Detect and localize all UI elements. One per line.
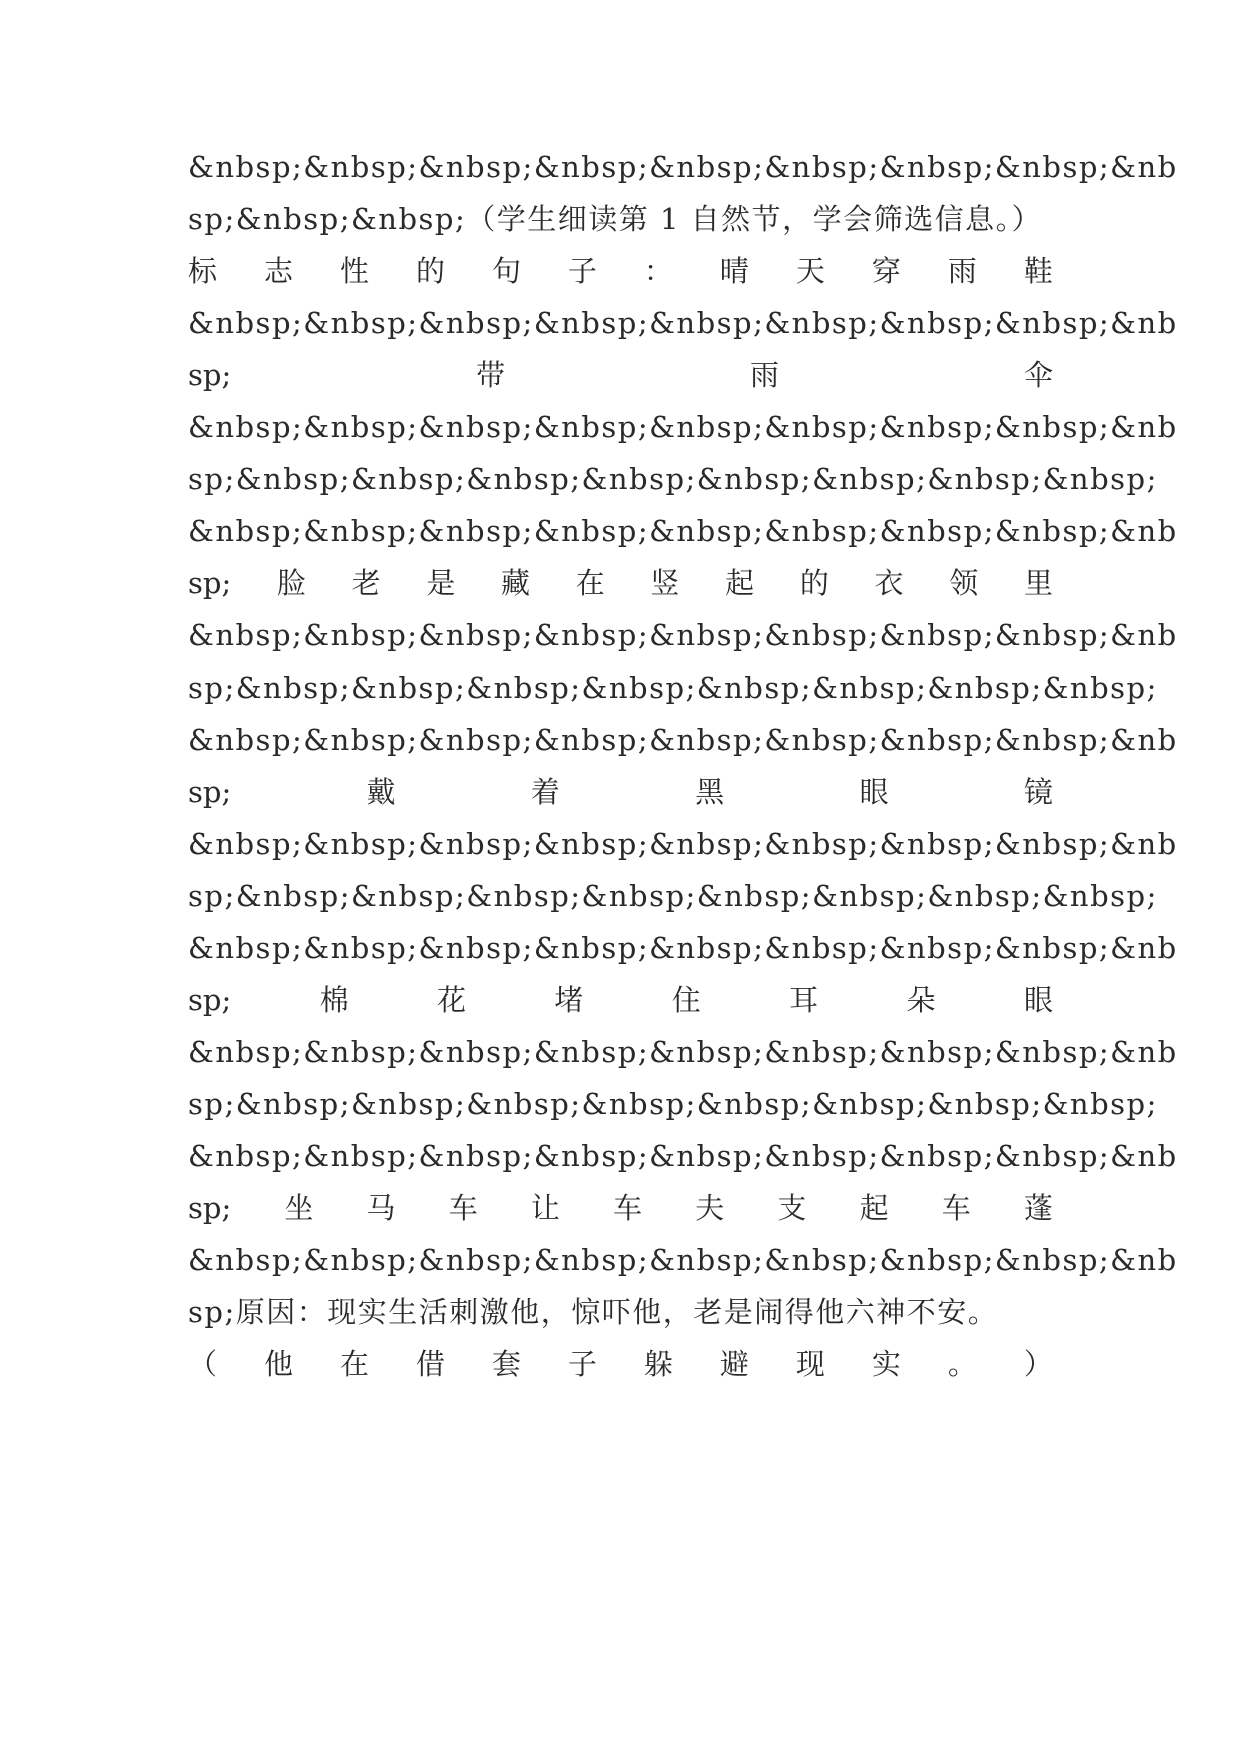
text-segment: 起 [725,566,755,600]
text-line [188,355,1053,395]
text-segment: 标 [188,254,218,288]
text-segment: 蓬 [1023,1191,1053,1225]
text-segment: 戴 [366,775,396,809]
text-segment: 天 [795,254,825,288]
text-line: &nbsp;&nbsp;&nbsp;&nbsp;&nbsp;&nbsp;&nbsp;&nbsp;&nb [188,827,1178,861]
text-segment: 竖 [650,566,680,600]
text-segment: 的 [799,566,829,600]
text-line: &nbsp;&nbsp;&nbsp;&nbsp;&nbsp;&nbsp;&nbsp;&nbsp;&nb [188,150,1178,184]
text-segment: 衣 [874,566,904,600]
text-segment: 子 [567,1347,597,1381]
text-segment: 里 [1023,566,1053,600]
text-line: &nbsp;&nbsp;&nbsp;&nbsp;&nbsp;&nbsp;&nbsp;&nbsp;&nb [188,1243,1178,1277]
text-segment: （ [188,1347,218,1381]
text-line [188,1188,1053,1228]
text-line [188,563,1053,603]
text-segment: 棉 [319,983,349,1017]
text-segment: 鞋 [1023,254,1053,288]
text-segment: 他 [263,1347,293,1381]
text-segment: sp; [188,566,232,600]
text-segment: 是 [426,566,456,600]
text-segment: 让 [530,1191,560,1225]
text-segment: 朵 [906,983,936,1017]
text-segment: 藏 [501,566,531,600]
text-segment: 句 [491,254,521,288]
text-line [188,1344,1053,1384]
text-segment: 伞 [1023,358,1053,392]
text-segment: 领 [949,566,979,600]
text-line: sp;&nbsp;&nbsp;&nbsp;&nbsp;&nbsp;&nbsp;&nbsp;&nbsp; [188,1087,1158,1121]
text-line: sp;&nbsp;&nbsp;（学生细读第 1 自然节，学会筛选信息。） [188,202,1043,236]
text-segment: 坐 [284,1191,314,1225]
text-segment: sp; [188,775,232,809]
text-segment: 黑 [695,775,725,809]
text-segment: 实 [871,1347,901,1381]
text-segment: 性 [339,254,369,288]
text-segment: 车 [941,1191,971,1225]
text-segment: 穿 [871,254,901,288]
text-segment: 眼 [1023,983,1053,1017]
text-segment: 耳 [789,983,819,1017]
text-line [188,251,1053,291]
text-segment: sp; [188,983,232,1017]
text-segment: 现 [795,1347,825,1381]
text-line: &nbsp;&nbsp;&nbsp;&nbsp;&nbsp;&nbsp;&nbsp;&nbsp;&nb [188,514,1178,548]
text-segment: 雨 [750,358,780,392]
text-segment: sp; [188,358,232,392]
text-segment: ： [643,254,673,288]
text-line: &nbsp;&nbsp;&nbsp;&nbsp;&nbsp;&nbsp;&nbsp;&nbsp;&nb [188,618,1178,652]
text-segment: 堵 [554,983,584,1017]
text-segment: 子 [567,254,597,288]
text-segment: 志 [263,254,293,288]
text-segment: 马 [366,1191,396,1225]
text-segment: 脸 [276,566,306,600]
text-line: &nbsp;&nbsp;&nbsp;&nbsp;&nbsp;&nbsp;&nbsp;&nbsp;&nb [188,1035,1178,1069]
text-line: sp;&nbsp;&nbsp;&nbsp;&nbsp;&nbsp;&nbsp;&nbsp;&nbsp; [188,671,1158,705]
text-segment: 套 [491,1347,521,1381]
text-segment: 躲 [643,1347,673,1381]
text-segment: sp; [188,1191,232,1225]
text-line: &nbsp;&nbsp;&nbsp;&nbsp;&nbsp;&nbsp;&nbsp;&nbsp;&nb [188,931,1178,965]
text-segment: 着 [530,775,560,809]
text-line: sp;原因：现实生活刺激他，惊吓他，老是闹得他六神不安。 [188,1295,999,1329]
text-line [188,772,1053,812]
text-segment: 镜 [1023,775,1053,809]
text-segment: 。 [947,1347,977,1381]
text-line: &nbsp;&nbsp;&nbsp;&nbsp;&nbsp;&nbsp;&nbsp;&nbsp;&nb [188,410,1178,444]
text-segment: 雨 [947,254,977,288]
text-segment: 带 [476,358,506,392]
text-segment: 起 [859,1191,889,1225]
text-segment: 花 [436,983,466,1017]
text-line: sp;&nbsp;&nbsp;&nbsp;&nbsp;&nbsp;&nbsp;&nbsp;&nbsp; [188,879,1158,913]
text-line: &nbsp;&nbsp;&nbsp;&nbsp;&nbsp;&nbsp;&nbsp;&nbsp;&nb [188,723,1178,757]
text-segment: ） [1023,1347,1053,1381]
text-segment: 避 [719,1347,749,1381]
text-segment: 车 [448,1191,478,1225]
text-line: &nbsp;&nbsp;&nbsp;&nbsp;&nbsp;&nbsp;&nbsp;&nbsp;&nb [188,306,1178,340]
text-segment: 晴 [719,254,749,288]
text-segment: 借 [415,1347,445,1381]
text-segment: 住 [671,983,701,1017]
text-segment: 夫 [695,1191,725,1225]
text-line: &nbsp;&nbsp;&nbsp;&nbsp;&nbsp;&nbsp;&nbsp;&nbsp;&nb [188,1139,1178,1173]
text-segment: 眼 [859,775,889,809]
text-segment: 老 [351,566,381,600]
text-segment: 在 [575,566,605,600]
text-segment: 的 [415,254,445,288]
text-segment: 支 [777,1191,807,1225]
text-segment: 在 [339,1347,369,1381]
text-line: sp;&nbsp;&nbsp;&nbsp;&nbsp;&nbsp;&nbsp;&nbsp;&nbsp; [188,462,1158,496]
text-line [188,980,1053,1020]
text-segment: 车 [613,1191,643,1225]
